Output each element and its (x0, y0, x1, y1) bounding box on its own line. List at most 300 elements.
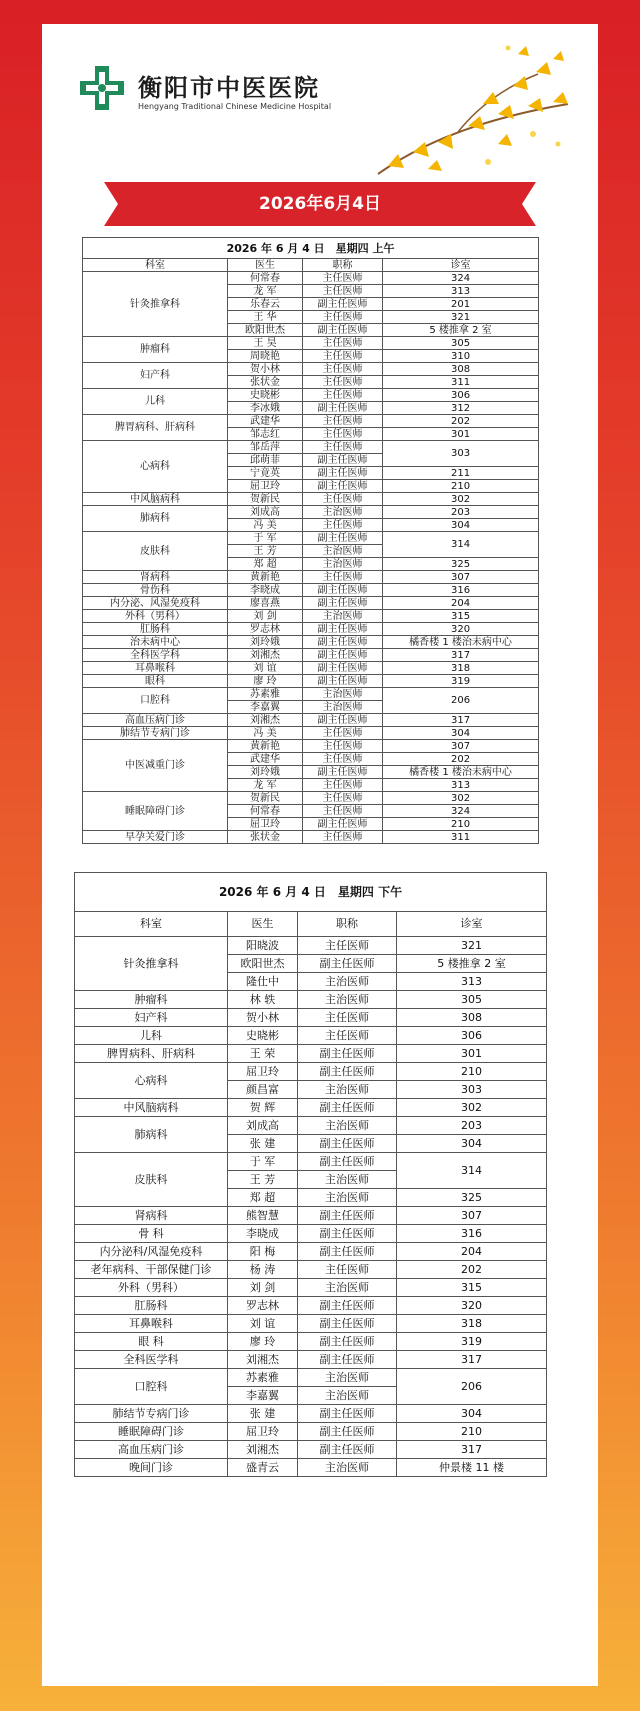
doctor-cell: 罗志林 (228, 1297, 298, 1315)
doctor-cell: 李嘉翼 (228, 701, 303, 714)
department-cell: 肿瘤科 (83, 337, 228, 363)
title-cell: 副主任医师 (303, 662, 383, 675)
column-header: 科室 (75, 912, 228, 937)
doctor-cell: 李冰娥 (228, 402, 303, 415)
title-cell: 副主任医师 (298, 1225, 397, 1243)
title-cell: 主任医师 (303, 441, 383, 454)
department-cell: 妇产科 (75, 1009, 228, 1027)
title-cell: 主治医师 (303, 701, 383, 714)
title-cell: 主任医师 (298, 1027, 397, 1045)
table-row (75, 1459, 547, 1477)
room-cell: 305 (397, 991, 547, 1009)
schedule-title: 2026 年 6 月 4 日 星期四 下午 (75, 873, 547, 912)
doctor-cell: 李晓成 (228, 584, 303, 597)
department-cell: 针灸推拿科 (75, 937, 228, 991)
department-cell: 针灸推拿科 (83, 272, 228, 337)
table-row (83, 636, 539, 649)
title-cell: 主任医师 (303, 363, 383, 376)
department-cell: 中风脑病科 (75, 1099, 228, 1117)
doctor-cell: 张 建 (228, 1405, 298, 1423)
doctor-cell: 刘 谊 (228, 662, 303, 675)
room-cell: 204 (383, 597, 539, 610)
room-cell: 204 (397, 1243, 547, 1261)
table-row (83, 831, 539, 844)
table-row (83, 792, 539, 805)
room-cell: 202 (397, 1261, 547, 1279)
room-cell: 321 (397, 937, 547, 955)
doctor-cell: 屈卫玲 (228, 1423, 298, 1441)
room-cell: 201 (383, 298, 539, 311)
doctor-cell: 王 荣 (228, 1045, 298, 1063)
room-cell: 303 (397, 1081, 547, 1099)
department-cell: 高血压病门诊 (83, 714, 228, 727)
title-cell: 主治医师 (298, 1081, 397, 1099)
table-row (83, 623, 539, 636)
department-cell: 睡眠障碍门诊 (83, 792, 228, 831)
table-row (75, 1351, 547, 1369)
title-cell: 副主任医师 (298, 1351, 397, 1369)
department-cell: 早孕关爱门诊 (83, 831, 228, 844)
room-cell: 302 (383, 493, 539, 506)
title-cell: 主治医师 (298, 1117, 397, 1135)
department-cell: 高血压病门诊 (75, 1441, 228, 1459)
column-header: 医生 (228, 259, 303, 272)
room-cell: 316 (397, 1225, 547, 1243)
column-header: 诊室 (397, 912, 547, 937)
table-row (83, 389, 539, 402)
title-cell: 副主任医师 (303, 675, 383, 688)
room-cell: 206 (383, 688, 539, 714)
table-row (83, 363, 539, 376)
room-cell: 317 (383, 714, 539, 727)
room-cell: 319 (383, 675, 539, 688)
room-cell: 313 (383, 779, 539, 792)
department-cell: 皮肤科 (83, 532, 228, 571)
title-cell: 副主任医师 (298, 1405, 397, 1423)
schedule-title: 2026 年 6 月 4 日 星期四 上午 (83, 238, 539, 259)
title-cell: 主任医师 (303, 285, 383, 298)
table-row (83, 740, 539, 753)
doctor-cell: 张状金 (228, 831, 303, 844)
room-cell: 313 (397, 973, 547, 991)
doctor-cell: 黄新艳 (228, 571, 303, 584)
room-cell: 橘香楼 1 楼治未病中心 (383, 636, 539, 649)
doctor-cell: 周晓艳 (228, 350, 303, 363)
title-cell: 副主任医师 (303, 402, 383, 415)
room-cell: 324 (383, 272, 539, 285)
doctor-cell: 屈卫玲 (228, 818, 303, 831)
title-cell: 主任医师 (303, 337, 383, 350)
title-cell: 主任医师 (298, 1009, 397, 1027)
room-cell: 308 (397, 1009, 547, 1027)
table-row (75, 1045, 547, 1063)
doctor-cell: 刘 谊 (228, 1315, 298, 1333)
title-cell: 主任医师 (303, 428, 383, 441)
table-row (83, 441, 539, 454)
title-cell: 主治医师 (298, 1387, 397, 1405)
title-cell: 副主任医师 (298, 1063, 397, 1081)
title-cell: 副主任医师 (303, 298, 383, 311)
table-row (83, 584, 539, 597)
room-cell: 303 (383, 441, 539, 467)
title-cell: 主治医师 (298, 1459, 397, 1477)
hospital-name: 衡阳市中医医院 (138, 74, 320, 102)
department-cell: 肺病科 (75, 1117, 228, 1153)
room-cell: 301 (383, 428, 539, 441)
title-cell: 主任医师 (298, 1261, 397, 1279)
doctor-cell: 贺小林 (228, 363, 303, 376)
title-cell: 主治医师 (303, 545, 383, 558)
title-cell: 副主任医师 (298, 955, 397, 973)
table-row (75, 1369, 547, 1387)
table-row (83, 571, 539, 584)
department-cell: 肿瘤科 (75, 991, 228, 1009)
room-cell: 橘香楼 1 楼治未病中心 (383, 766, 539, 779)
title-cell: 主治医师 (298, 1369, 397, 1387)
table-row (83, 493, 539, 506)
department-cell: 心病科 (75, 1063, 228, 1099)
room-cell: 318 (383, 662, 539, 675)
room-cell: 312 (383, 402, 539, 415)
department-cell: 外科（男科） (83, 610, 228, 623)
doctor-cell: 郑 超 (228, 1189, 298, 1207)
room-cell: 202 (383, 753, 539, 766)
department-cell: 中风脑病科 (83, 493, 228, 506)
department-cell: 耳鼻喉科 (83, 662, 228, 675)
room-cell: 321 (383, 311, 539, 324)
department-cell: 脾胃病科、肝病科 (83, 415, 228, 441)
title-cell: 副主任医师 (298, 1153, 397, 1171)
title-cell: 主治医师 (298, 1279, 397, 1297)
title-cell: 主任医师 (303, 792, 383, 805)
doctor-cell: 屈卫玲 (228, 480, 303, 493)
room-cell: 317 (397, 1351, 547, 1369)
title-cell: 副主任医师 (303, 467, 383, 480)
doctor-cell: 廖喜燕 (228, 597, 303, 610)
doctor-cell: 苏素雅 (228, 688, 303, 701)
room-cell: 210 (383, 818, 539, 831)
title-cell: 副主任医师 (303, 766, 383, 779)
title-cell: 副主任医师 (298, 1045, 397, 1063)
title-cell: 副主任医师 (298, 1333, 397, 1351)
title-cell: 副主任医师 (298, 1297, 397, 1315)
title-cell: 主治医师 (298, 973, 397, 991)
room-cell: 202 (383, 415, 539, 428)
title-cell: 副主任医师 (303, 584, 383, 597)
doctor-cell: 于 军 (228, 1153, 298, 1171)
table-row (75, 1315, 547, 1333)
table-row (75, 1297, 547, 1315)
department-cell: 眼科 (83, 675, 228, 688)
title-cell: 副主任医师 (303, 636, 383, 649)
table-row (75, 1117, 547, 1135)
table-row (75, 991, 547, 1009)
title-cell: 主任医师 (303, 389, 383, 402)
room-cell: 304 (397, 1135, 547, 1153)
title-cell: 副主任医师 (298, 1099, 397, 1117)
title-cell: 副主任医师 (298, 1441, 397, 1459)
doctor-cell: 邹志红 (228, 428, 303, 441)
table-row (75, 1153, 547, 1171)
table-row (75, 1405, 547, 1423)
title-cell: 副主任医师 (303, 324, 383, 337)
ginkgo-leaves-decoration (368, 34, 578, 184)
department-cell: 中医减重门诊 (83, 740, 228, 792)
title-cell: 主任医师 (298, 937, 397, 955)
table-row (83, 532, 539, 545)
table-row (83, 688, 539, 701)
title-cell: 副主任医师 (303, 454, 383, 467)
department-cell: 儿科 (83, 389, 228, 415)
room-cell: 301 (397, 1045, 547, 1063)
title-cell: 主治医师 (298, 991, 397, 1009)
doctor-cell: 王 华 (228, 311, 303, 324)
title-cell: 主任医师 (303, 376, 383, 389)
department-cell: 肛肠科 (75, 1297, 228, 1315)
doctor-cell: 杨 涛 (228, 1261, 298, 1279)
doctor-cell: 张 建 (228, 1135, 298, 1153)
department-cell: 口腔科 (75, 1369, 228, 1405)
room-cell: 307 (397, 1207, 547, 1225)
column-header: 职称 (303, 259, 383, 272)
doctor-cell: 阳 梅 (228, 1243, 298, 1261)
room-cell: 304 (397, 1405, 547, 1423)
title-cell: 主任医师 (303, 519, 383, 532)
banner-date: 2026年6月4日 (259, 194, 381, 214)
table-row (83, 506, 539, 519)
table-row (75, 1333, 547, 1351)
doctor-cell: 贺新民 (228, 792, 303, 805)
doctor-cell: 史晓彬 (228, 389, 303, 402)
doctor-cell: 贺新民 (228, 493, 303, 506)
title-cell: 副主任医师 (303, 597, 383, 610)
doctor-cell: 王 芳 (228, 1171, 298, 1189)
white-panel (42, 24, 598, 1686)
title-cell: 主任医师 (303, 805, 383, 818)
room-cell: 302 (383, 792, 539, 805)
doctor-cell: 王 昊 (228, 337, 303, 350)
doctor-cell: 阳晓波 (228, 937, 298, 955)
room-cell: 325 (383, 558, 539, 571)
doctor-cell: 何常春 (228, 805, 303, 818)
table-row (75, 1063, 547, 1081)
doctor-cell: 武建华 (228, 415, 303, 428)
doctor-cell: 邱萌菲 (228, 454, 303, 467)
department-cell: 外科（男科） (75, 1279, 228, 1297)
doctor-cell: 欧阳世杰 (228, 955, 298, 973)
title-cell: 主任医师 (303, 727, 383, 740)
table-row (83, 337, 539, 350)
doctor-cell: 黄新艳 (228, 740, 303, 753)
table-row (83, 597, 539, 610)
title-cell: 副主任医师 (298, 1207, 397, 1225)
table-row (75, 1027, 547, 1045)
title-cell: 副主任医师 (298, 1243, 397, 1261)
department-cell: 肛肠科 (83, 623, 228, 636)
room-cell: 5 楼推拿 2 室 (383, 324, 539, 337)
department-cell: 内分泌、风湿免疫科 (83, 597, 228, 610)
doctor-cell: 何常春 (228, 272, 303, 285)
department-cell: 老年病科、干部保健门诊 (75, 1261, 228, 1279)
table-row (75, 1207, 547, 1225)
room-cell: 318 (397, 1315, 547, 1333)
title-cell: 主任医师 (303, 779, 383, 792)
table-row (83, 662, 539, 675)
room-cell: 308 (383, 363, 539, 376)
table-row (75, 1261, 547, 1279)
doctor-cell: 龙 军 (228, 779, 303, 792)
doctor-cell: 廖 玲 (228, 1333, 298, 1351)
doctor-cell: 李嘉翼 (228, 1387, 298, 1405)
title-cell: 主任医师 (303, 350, 383, 363)
room-cell: 302 (397, 1099, 547, 1117)
department-cell: 儿科 (75, 1027, 228, 1045)
title-cell: 副主任医师 (303, 480, 383, 493)
room-cell: 310 (383, 350, 539, 363)
column-header: 医生 (228, 912, 298, 937)
room-cell: 311 (383, 376, 539, 389)
title-cell: 主任医师 (303, 311, 383, 324)
room-cell: 315 (383, 610, 539, 623)
table-row (75, 1009, 547, 1027)
department-cell: 内分泌科/风湿免疫科 (75, 1243, 228, 1261)
title-cell: 主任医师 (303, 740, 383, 753)
doctor-cell: 贺 辉 (228, 1099, 298, 1117)
title-cell: 副主任医师 (303, 649, 383, 662)
room-cell: 210 (397, 1063, 547, 1081)
doctor-cell: 贺小林 (228, 1009, 298, 1027)
table-row (75, 1279, 547, 1297)
doctor-cell: 熊智慧 (228, 1207, 298, 1225)
table-row (83, 272, 539, 285)
room-cell: 仲景楼 11 楼 (397, 1459, 547, 1477)
department-cell: 全科医学科 (83, 649, 228, 662)
room-cell: 319 (397, 1333, 547, 1351)
title-cell: 主任医师 (303, 753, 383, 766)
room-cell: 320 (397, 1297, 547, 1315)
room-cell: 320 (383, 623, 539, 636)
doctor-cell: 刘湘杰 (228, 649, 303, 662)
doctor-cell: 欧阳世杰 (228, 324, 303, 337)
doctor-cell: 武建华 (228, 753, 303, 766)
department-cell: 口腔科 (83, 688, 228, 714)
doctor-cell: 颜昌富 (228, 1081, 298, 1099)
title-cell: 主任医师 (303, 493, 383, 506)
title-cell: 副主任医师 (298, 1315, 397, 1333)
title-cell: 主治医师 (303, 506, 383, 519)
room-cell: 317 (397, 1441, 547, 1459)
doctor-cell: 刘玲娥 (228, 766, 303, 779)
doctor-cell: 廖 玲 (228, 675, 303, 688)
room-cell: 314 (397, 1153, 547, 1189)
column-header: 职称 (298, 912, 397, 937)
title-cell: 副主任医师 (303, 818, 383, 831)
department-cell: 骨伤科 (83, 584, 228, 597)
doctor-cell: 刘成高 (228, 506, 303, 519)
table-row (83, 714, 539, 727)
room-cell: 306 (397, 1027, 547, 1045)
table-row (83, 415, 539, 428)
doctor-cell: 刘湘杰 (228, 1351, 298, 1369)
room-cell: 210 (397, 1423, 547, 1441)
title-cell: 主任医师 (303, 272, 383, 285)
title-cell: 主治医师 (298, 1171, 397, 1189)
department-cell: 睡眠障碍门诊 (75, 1423, 228, 1441)
doctor-cell: 史晓彬 (228, 1027, 298, 1045)
title-cell: 主任医师 (303, 415, 383, 428)
room-cell: 206 (397, 1369, 547, 1405)
room-cell: 304 (383, 727, 539, 740)
table-row (75, 1225, 547, 1243)
department-cell: 妇产科 (83, 363, 228, 389)
table-row (75, 937, 547, 955)
department-cell: 耳鼻喉科 (75, 1315, 228, 1333)
column-header: 科室 (83, 259, 228, 272)
table-row (75, 1099, 547, 1117)
hospital-logo-icon (78, 64, 126, 112)
morning-schedule-table (82, 237, 539, 844)
room-cell: 311 (383, 831, 539, 844)
doctor-cell: 张状金 (228, 376, 303, 389)
doctor-cell: 刘 剑 (228, 610, 303, 623)
department-cell: 全科医学科 (75, 1351, 228, 1369)
room-cell: 314 (383, 532, 539, 558)
title-cell: 副主任医师 (298, 1423, 397, 1441)
table-row (83, 610, 539, 623)
table-row (83, 675, 539, 688)
doctor-cell: 刘成高 (228, 1117, 298, 1135)
room-cell: 325 (397, 1189, 547, 1207)
room-cell: 307 (383, 571, 539, 584)
department-cell: 眼 科 (75, 1333, 228, 1351)
title-cell: 主治医师 (303, 558, 383, 571)
room-cell: 203 (383, 506, 539, 519)
doctor-cell: 刘湘杰 (228, 714, 303, 727)
title-cell: 副主任医师 (303, 532, 383, 545)
doctor-cell: 隆仕中 (228, 973, 298, 991)
room-cell: 317 (383, 649, 539, 662)
doctor-cell: 屈卫玲 (228, 1063, 298, 1081)
doctor-cell: 郑 超 (228, 558, 303, 571)
doctor-cell: 苏素雅 (228, 1369, 298, 1387)
table-row (75, 1243, 547, 1261)
doctor-cell: 刘 剑 (228, 1279, 298, 1297)
room-cell: 324 (383, 805, 539, 818)
doctor-cell: 王 芳 (228, 545, 303, 558)
department-cell: 脾胃病科、肝病科 (75, 1045, 228, 1063)
title-cell: 主任医师 (303, 571, 383, 584)
room-cell: 211 (383, 467, 539, 480)
column-header: 诊室 (383, 259, 539, 272)
title-cell: 主治医师 (298, 1189, 397, 1207)
room-cell: 203 (397, 1117, 547, 1135)
doctor-cell: 乐春云 (228, 298, 303, 311)
doctor-cell: 盛青云 (228, 1459, 298, 1477)
doctor-cell: 刘玲娥 (228, 636, 303, 649)
title-cell: 副主任医师 (303, 714, 383, 727)
department-cell: 治未病中心 (83, 636, 228, 649)
doctor-cell: 林 轶 (228, 991, 298, 1009)
doctor-cell: 李晓成 (228, 1225, 298, 1243)
room-cell: 316 (383, 584, 539, 597)
doctor-cell: 龙 军 (228, 285, 303, 298)
room-cell: 313 (383, 285, 539, 298)
doctor-cell: 宁竟英 (228, 467, 303, 480)
room-cell: 5 楼推拿 2 室 (397, 955, 547, 973)
department-cell: 晚间门诊 (75, 1459, 228, 1477)
room-cell: 305 (383, 337, 539, 350)
department-cell: 心病科 (83, 441, 228, 493)
